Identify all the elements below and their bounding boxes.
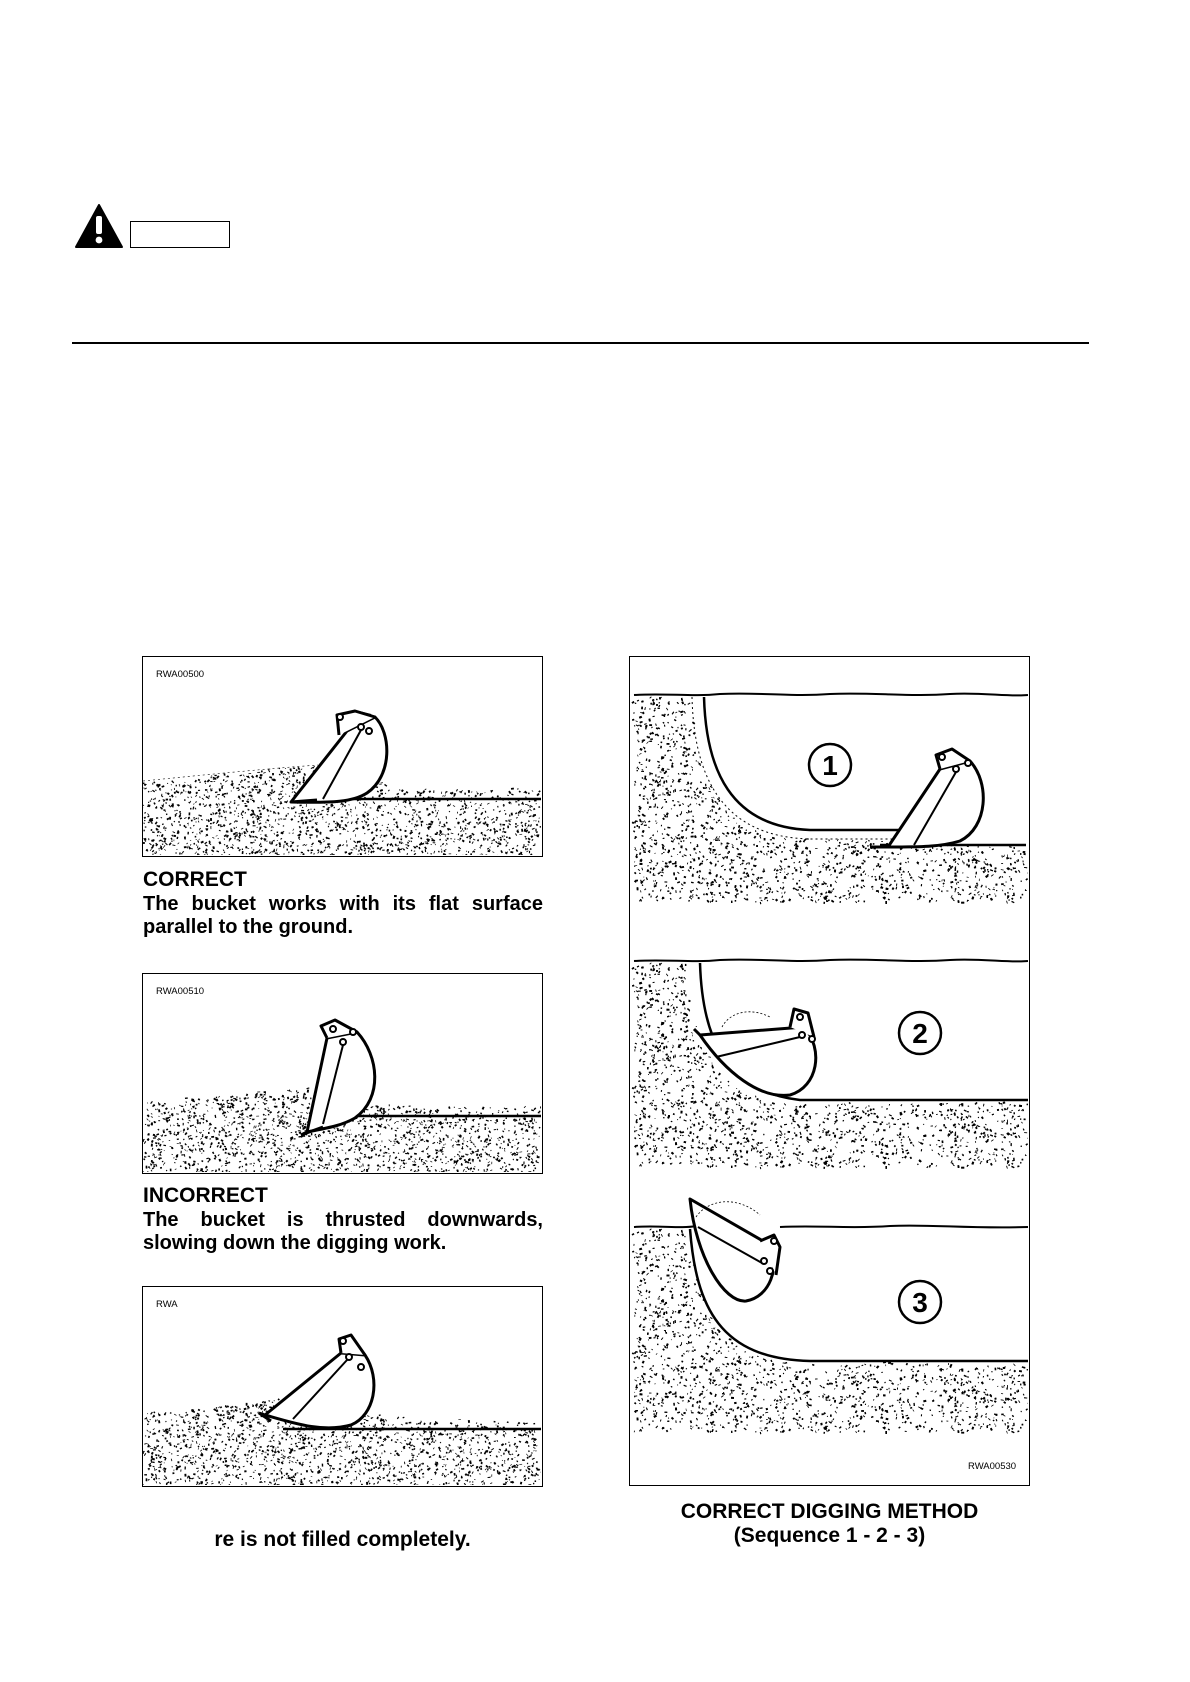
figure-code: RWA <box>156 1299 178 1310</box>
figure-code: RWA00510 <box>156 986 205 997</box>
figure-incorrect-caption: The bucket is thrusted downwards, slowing down the digging work. <box>143 1209 543 1254</box>
figure-correct-caption: The bucket works with its flat surface parallel to the ground. <box>143 893 543 938</box>
figure-correct-heading: CORRECT <box>143 868 247 891</box>
digging-method-title: CORRECT DIGGING METHOD <box>680 1500 979 1523</box>
bucket-icon <box>870 749 983 847</box>
figure-third <box>142 1286 543 1487</box>
section-divider <box>72 342 1089 344</box>
figure-code: RWA00500 <box>156 669 205 680</box>
warning-triangle-icon <box>74 203 124 249</box>
figure-digging-sequence <box>629 656 1030 1486</box>
step-3-label: 3 <box>912 1287 928 1318</box>
figure-correct <box>142 656 543 857</box>
figure-code: RWA00530 <box>968 1461 1017 1472</box>
caption-fragment: re is not filled completely. <box>214 1528 471 1551</box>
bucket-icon <box>690 1199 780 1301</box>
digging-method-subtitle: (Sequence 1 - 2 - 3) <box>733 1524 926 1547</box>
step-1-label: 1 <box>822 750 838 781</box>
bucket-icon <box>259 1335 374 1428</box>
figure-incorrect <box>142 973 543 1174</box>
step-2-label: 2 <box>912 1018 928 1049</box>
warning-label-box <box>130 221 230 248</box>
bucket-icon <box>291 711 387 802</box>
figure-incorrect-heading: INCORRECT <box>143 1184 268 1207</box>
